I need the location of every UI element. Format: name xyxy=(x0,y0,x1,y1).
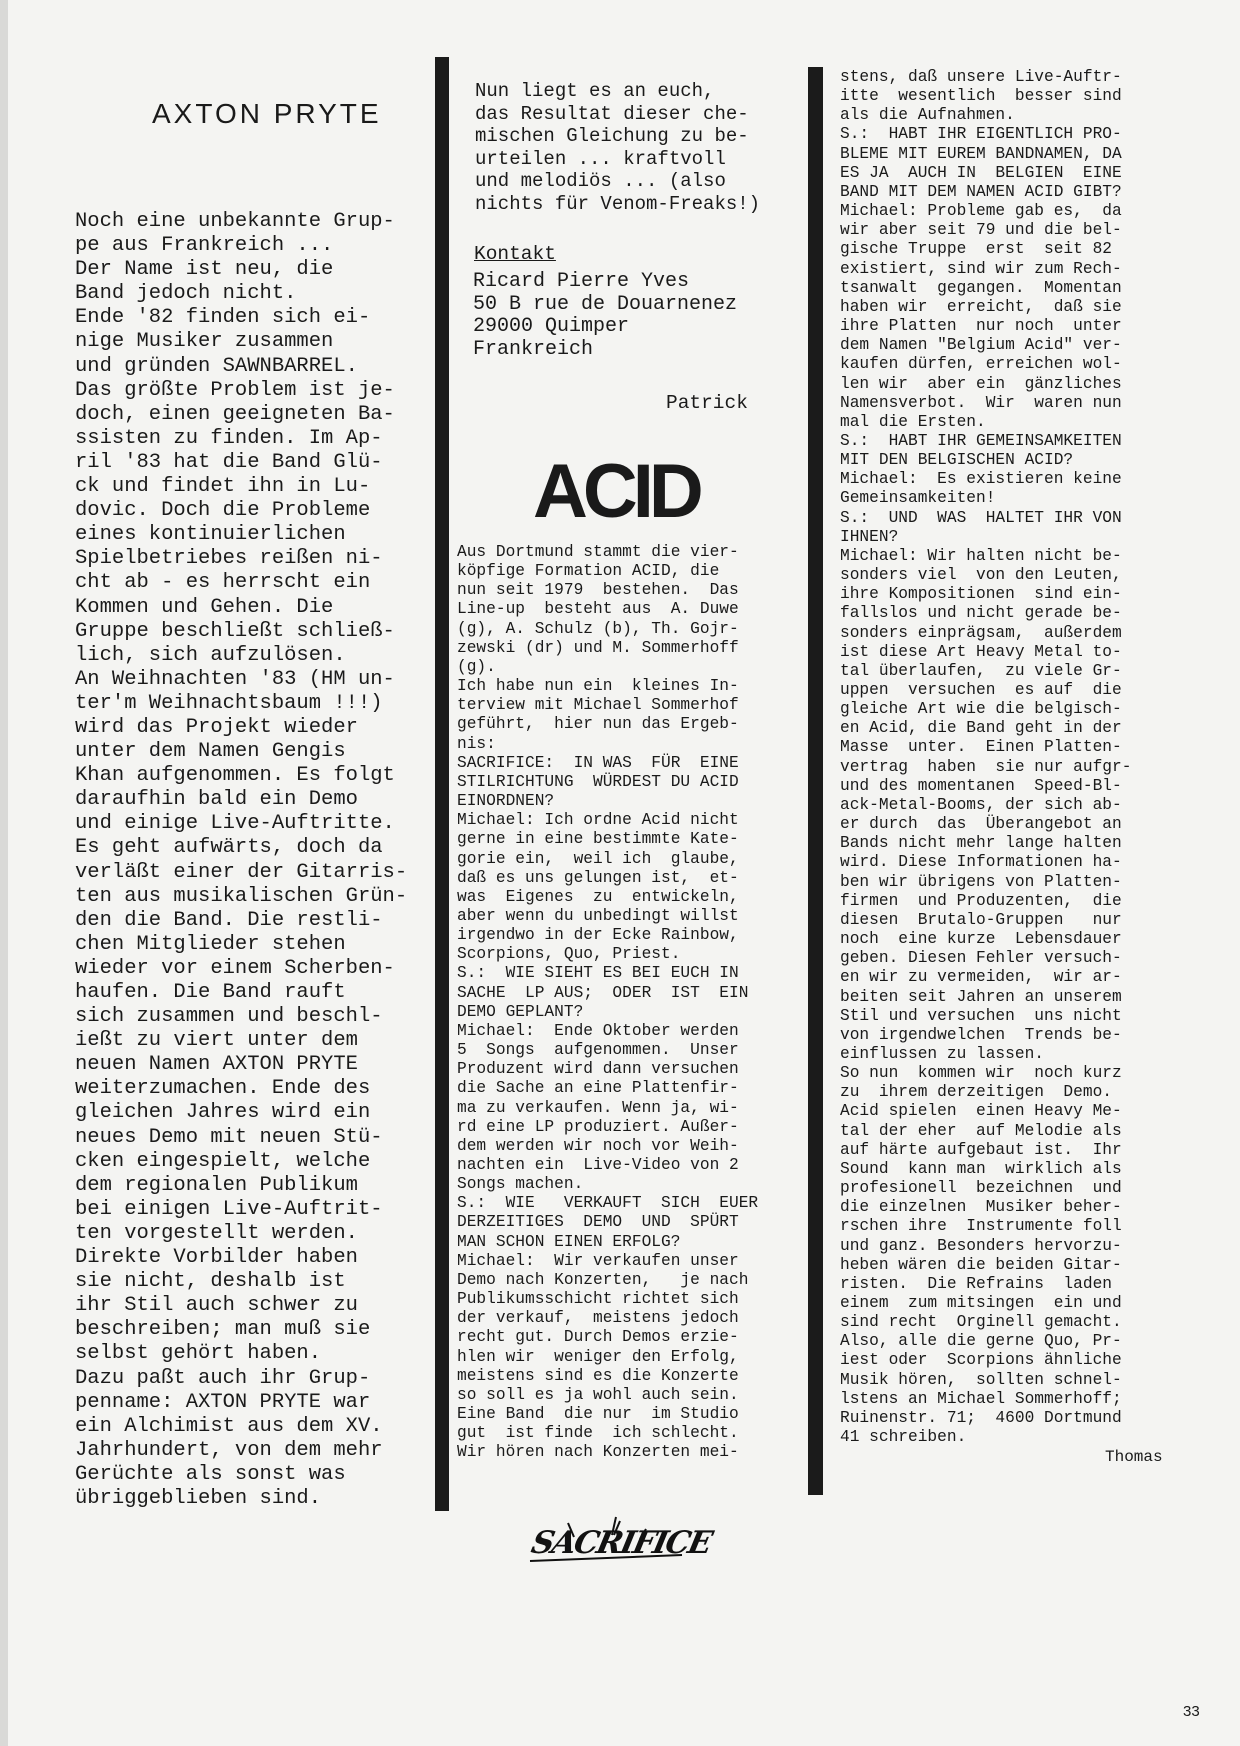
acid-title: ACID xyxy=(533,449,699,534)
column-divider-right xyxy=(808,67,823,1495)
axton-pryte-continuation: Nun liegt es an euch, das Resultat dieser che- mischen Gleichung zu be- urteilen ... kraftvoll und melodiös ... (also nichts für Venom-Freaks!) xyxy=(475,80,761,215)
page-edge-shadow xyxy=(0,0,8,1746)
acid-body-left: Aus Dortmund stammt die vier- köpfige Formation ACID, die nun seit 1979 bestehen. Das Line-up besteht aus A. Duwe (g), A. Schulz (b), Th. Gojr- zewski (dr) und M. Sommerhoff (g). Ich habe nun ein kleines In- terview mit Michael Sommerhof geführt, hier nun das Ergeb- nis: SACRIFICE: IN WAS FÜR EINE STILRICHTUNG WÜRDEST DU ACID EINORDNEN? Michael: Ich ordne Acid nicht gerne in eine bestimmte Kate- gorie ein, weil ich glaube, daß es uns gelungen ist, et- was Eigenes zu entwickeln, aber wenn du unbedingt willst irgendwo in der Ecke Rainbow, Scorpions, Quo, Priest. S.: WIE SIEHT ES BEI EUCH IN SACHE LP AUS; ODER IST EIN DEMO GEPLANT? Michael: Ende Oktober werden 5 Songs aufgenommen. Unser Produzent wird dann versuchen die Sache an eine Plattenfir- ma zu verkaufen. Wenn ja, wi- rd eine LP produziert. Außer- dem werden wir noch vor Weih- nachten ein Live-Video von 2 Songs machen. S.: WIE VERKAUFT SICH EUER DERZEITIGES DEMO UND SPÜRT MAN SCHON EINEN ERFOLG? Michael: Wir verkaufen unser Demo nach Konzerten, je nach Publikumsschicht richtet sich der verkauf, meistens jedoch recht gut. Durch Demos erzie- hlen wir weniger den Erfolg, meistens sind es die Konzerte so soll es ja wohl auch sein. Eine Band die nur im Studio gut ist finde ich schlecht. Wir hören nach Konzerten mei- xyxy=(457,543,759,1462)
sacrifice-logo xyxy=(528,1515,715,1575)
author-patrick: Patrick xyxy=(666,392,748,414)
column-divider-left xyxy=(435,57,449,1511)
page-number: 33 xyxy=(1183,1703,1200,1720)
acid-body-right: stens, daß unsere Live-Auftr- itte wesentlich besser sind als die Aufnahmen. S.: HABT IHR EIGENTLICH PRO- BLEME MIT EUREM BANDNAMEN, DA ES JA AUCH IN BELGIEN EINE BAND MIT DEM NAMEN ACID GIBT? Michael: Probleme gab es, da wir aber seit 79 und die bel- gische Truppe erst seit 82 existiert, sind wir zum Rech- tsanwalt gegangen. Momentan haben wir erreicht, daß sie ihre Platten nur noch unter dem Namen "Belgium Acid" ver- kaufen dürfen, erreichen wol- len wir aber ein gänzliches Namensverbot. Wir waren nun mal die Ersten. S.: HABT IHR GEMEINSAMKEITEN MIT DEN BELGISCHEN ACID? Michael: Es existieren keine Gemeinsamkeiten! S.: UND WAS HALTET IHR VON IHNEN? Michael: Wir halten nicht be- sonders viel von den Leuten, ihre Kompositionen sind ein- fallslos und nicht gerade be- sonders einprägsam, außerdem ist diese Art Heavy Metal to- tal überlaufen, zu viele Gr- uppen versuchen es auf die gleiche Art wie die belgisch- en Acid, die Band geht in der Masse unter. Einen Platten- vertrag haben sie nur aufgr- und des momentanen Speed-Bl- ack-Metal-Booms, der sich ab- er durch das Überangebot an Bands nicht mehr lange halten wird. Diese Informationen ha- ben wir übrigens von Platten- firmen und Produzenten, die diesen Brutalo-Gruppen nur noch eine kurze Lebensdauer geben. Diesen Fehler versuch- en wir zu vermeiden, wir ar- beiten seit Jahren an unserem Stil und versuchen uns nicht von irgendwelchen Trends be- einflussen zu lassen. So nun kommen wir noch kurz zu ihrem derzeitigen Demo. Acid spielen einen Heavy Me- tal der eher auf Melodie als auf härte aufgebaut ist. Ihr Sound kann man wirklich als profesionell bezeichnen und die einzelnen Musiker beher- rschen ihre Instrumente foll und ganz. Besonders hervorzu- heben wären die beiden Gitar- risten. Die Refrains laden einem zum mitsingen ein und sind recht Orginell gemacht. Also, alle die gerne Quo, Pr- iest oder Scorpions ähnliche Musik hören, sollten schnel- lstens an Michael Sommerhoff; Ruinenstr. 71; 4600 Dortmund 41 schreiben. xyxy=(840,68,1132,1447)
contact-address: Ricard Pierre Yves 50 B rue de Douarnenez 29000 Quimper Frankreich xyxy=(473,270,738,361)
axton-pryte-title: AXTON PRYTE xyxy=(152,98,382,129)
axton-pryte-body: Noch eine unbekannte Grup- pe aus Frankreich ... Der Name ist neu, die Band jedoch nicht. Ende '82 finden sich ei- nige Musiker zusammen und gründen SAWNBARREL. Das größte Problem ist je- doch, einen geeigneten Ba- ssisten zu finden. Im Ap- ril '83 hat die Band Glü- ck und findet ihn in Lu- dovic. Doch die Probleme eines kontinuierlichen Spielbetriebes reißen ni- cht ab - es herrscht ein Kommen und Gehen. Die Gruppe beschließt schließ- lich, sich aufzulösen. An Weihnachten '83 (HM un- ter'm Weihnachtsbaum !!!) wird das Projekt wieder unter dem Namen Gengis Khan aufgenommen. Es folgt daraufhin bald ein Demo und einige Live-Auftritte. Es geht aufwärts, doch da verläßt einer der Gitarris- ten aus musikalischen Grün- den die Band. Die restli- chen Mitglieder stehen wieder vor einem Scherben- haufen. Die Band rauft sich zusammen und beschl- ießt zu viert unter dem neuen Namen AXTON PRYTE weiterzumachen. Ende des gleichen Jahres wird ein neues Demo mit neuen Stü- cken eingespielt, welche dem regionalen Publikum bei einigen Live-Auftrit- ten vorgestellt werden. Direkte Vorbilder haben sie nicht, deshalb ist ihr Stil auch schwer zu beschreiben; man muß sie selbst gehört haben. Dazu paßt auch ihr Grup- penname: AXTON PRYTE war ein Alchimist aus dem XV. Jahrhundert, von dem mehr Gerüchte als sonst was übriggeblieben sind. xyxy=(75,210,408,1510)
contact-label: Kontakt xyxy=(474,243,556,265)
author-thomas: Thomas xyxy=(1105,1448,1163,1466)
sacrifice-logo-text: SACRIFICE xyxy=(528,1525,715,1561)
